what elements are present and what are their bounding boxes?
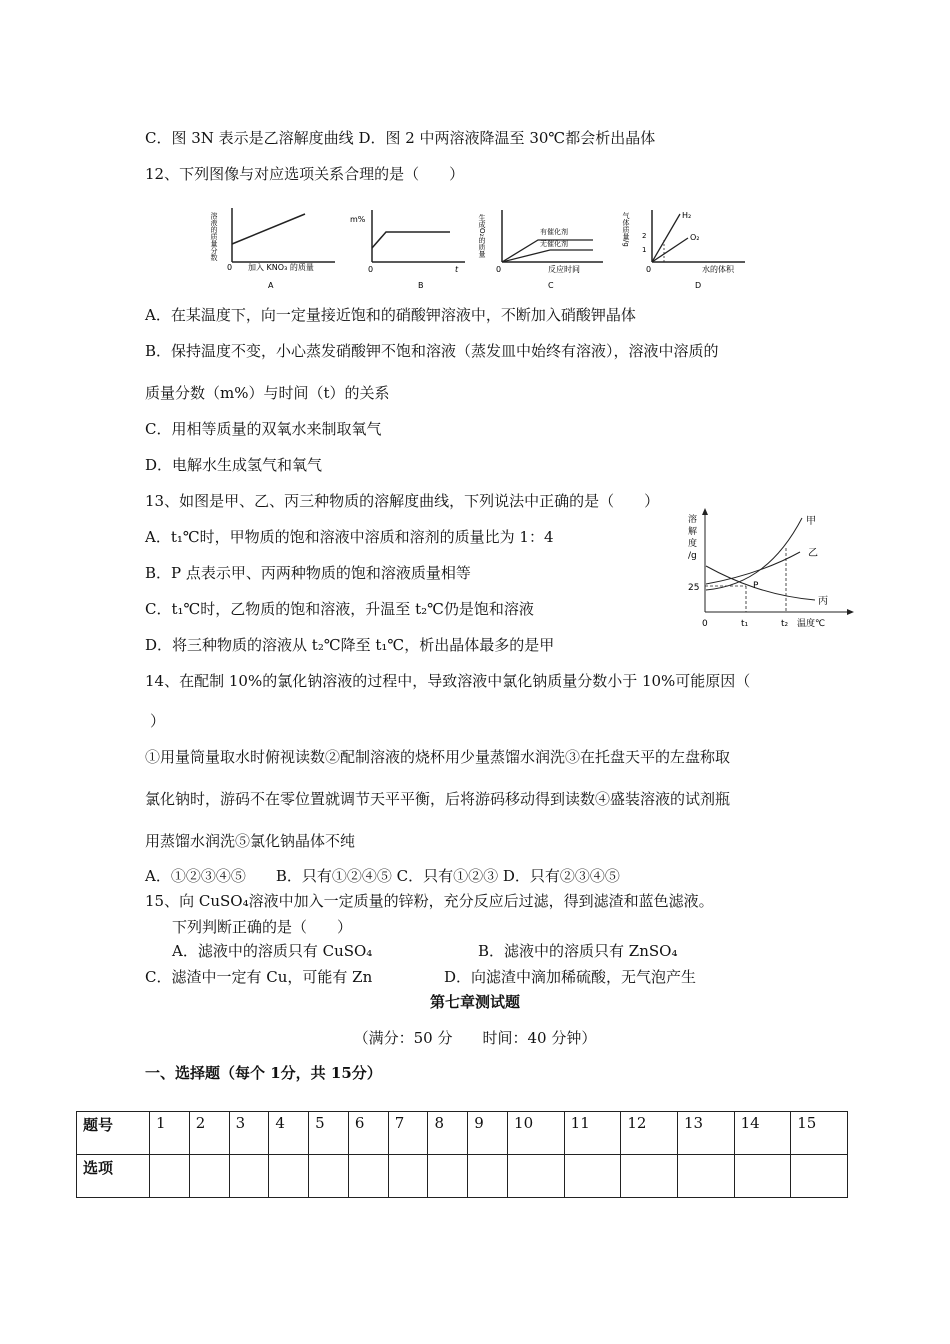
table-header-number: 题号 bbox=[77, 1112, 150, 1155]
sol-ylabel-2: 解 bbox=[688, 527, 698, 537]
graph-d-xlabel: 水的体积 bbox=[702, 265, 734, 274]
q15-question: 下列判断正确的是（ ） bbox=[172, 918, 353, 936]
table-cell-answer[interactable] bbox=[150, 1155, 190, 1198]
q12-option-a: A．在某温度下，向一定量接近饱和的硝酸钾溶液中，不断加入硝酸钾晶体 bbox=[145, 306, 636, 324]
q13-option-d: D．将三种物质的溶液从 t₂℃降至 t₁℃，析出晶体最多的是甲 bbox=[145, 636, 555, 654]
q14-stem-line1: 14、在配制 10%的氯化钠溶液的过程中，导致溶液中氯化钠质量分数小于 10%可能原因（ bbox=[145, 672, 751, 690]
q12-option-b-line1: B．保持温度不变，小心蒸发硝酸钾不饱和溶液（蒸发皿中始终有溶液），溶液中溶质的 bbox=[145, 342, 719, 360]
table-cell-answer[interactable] bbox=[468, 1155, 508, 1198]
table-cell-answer[interactable] bbox=[428, 1155, 468, 1198]
q12-graph-a bbox=[210, 200, 340, 295]
graph-d-label-o2: O₂ bbox=[690, 233, 700, 242]
graph-c-label-no-catalyst: 无催化剂 bbox=[540, 240, 568, 248]
table-cell-answer[interactable] bbox=[348, 1155, 388, 1198]
graph-d-tick-2: 2 bbox=[642, 232, 647, 240]
sol-ylabel-3: 度 bbox=[688, 539, 698, 549]
graph-b-origin: 0 bbox=[368, 265, 374, 274]
q14-body-line1: ①用量筒量取水时俯视读数②配制溶液的烧杯用少量蒸馏水润洗③在托盘天平的左盘称取 bbox=[145, 748, 731, 766]
q15-option-a: A．滤液中的溶质只有 CuSO₄ bbox=[172, 942, 373, 960]
sol-ylabel-4: /g bbox=[688, 551, 697, 561]
graph-a-ylabel: 溶液的质量分数 bbox=[210, 212, 218, 261]
answer-table-number-row bbox=[77, 1112, 848, 1155]
graph-d-label-h2: H₂ bbox=[682, 211, 692, 220]
table-cell-number: 7 bbox=[388, 1112, 428, 1155]
graph-c-ylabel: 生成O₂的质量 bbox=[478, 214, 486, 258]
sol-point-p: P bbox=[753, 581, 759, 591]
graph-d-origin: 0 bbox=[646, 265, 652, 274]
table-cell-number: 4 bbox=[269, 1112, 309, 1155]
sol-xtick-t2: t₂ bbox=[781, 619, 789, 629]
q12-option-b-line2: 质量分数（m%）与时间（t）的关系 bbox=[145, 384, 390, 402]
q13-stem: 13、如图是甲、乙、丙三种物质的溶解度曲线，下列说法中正确的是（ ） bbox=[145, 492, 660, 510]
q12-option-c: C．用相等质量的双氧水来制取氧气 bbox=[145, 420, 382, 438]
q13-option-a: A．t₁℃时，甲物质的饱和溶液中溶质和溶剂的质量比为 1：4 bbox=[145, 528, 554, 546]
graph-d-ylabel: 气体质量/g bbox=[622, 212, 630, 247]
table-cell-number: 10 bbox=[508, 1112, 565, 1155]
q15-stem: 15、向 CuSO₄溶液中加入一定质量的锌粉，充分反应后过滤，得到滤渣和蓝色滤液。 bbox=[145, 892, 714, 910]
table-header-option: 选项 bbox=[77, 1155, 150, 1198]
sol-curve-jia: 甲 bbox=[806, 516, 816, 527]
q15-option-c: C．滤渣中一定有 Cu，可能有 Zn bbox=[145, 968, 373, 986]
q14-stem-line2: ） bbox=[150, 712, 166, 730]
q14-options: A．①②③④⑤ B．只有①②④⑤ C．只有①②③ D．只有②③④⑤ bbox=[145, 867, 620, 885]
table-cell-answer[interactable] bbox=[229, 1155, 269, 1198]
table-cell-number: 14 bbox=[734, 1112, 791, 1155]
graph-c-label-catalyst: 有催化剂 bbox=[540, 228, 568, 236]
table-cell-answer[interactable] bbox=[564, 1155, 621, 1198]
table-cell-number: 11 bbox=[564, 1112, 621, 1155]
table-cell-answer[interactable] bbox=[189, 1155, 229, 1198]
table-cell-number: 2 bbox=[189, 1112, 229, 1155]
table-cell-number: 3 bbox=[229, 1112, 269, 1155]
q14-body-line3: 用蒸馏水润洗⑤氯化钠晶体不纯 bbox=[145, 832, 356, 850]
sol-ylabel-1: 溶 bbox=[688, 515, 698, 525]
q12-graphs bbox=[210, 200, 750, 295]
table-cell-answer[interactable] bbox=[269, 1155, 309, 1198]
graph-b-xlabel: t bbox=[455, 265, 459, 274]
solubility-curve-graph bbox=[670, 508, 860, 638]
table-cell-number: 5 bbox=[309, 1112, 349, 1155]
answer-table-option-row bbox=[77, 1155, 848, 1198]
table-cell-answer[interactable] bbox=[734, 1155, 791, 1198]
chapter-info: （满分：50 分 时间：40 分钟） bbox=[353, 1029, 597, 1047]
graph-d-letter: D bbox=[695, 281, 702, 290]
q13-option-c: C．t₁℃时，乙物质的饱和溶液，升温至 t₂℃仍是饱和溶液 bbox=[145, 600, 534, 618]
graph-b-letter: B bbox=[418, 281, 424, 290]
graph-c-letter: C bbox=[548, 281, 554, 290]
q13-option-b: B．P 点表示甲、丙两种物质的饱和溶液质量相等 bbox=[145, 564, 471, 582]
table-cell-answer[interactable] bbox=[388, 1155, 428, 1198]
table-cell-number: 1 bbox=[150, 1112, 190, 1155]
table-cell-answer[interactable] bbox=[677, 1155, 734, 1198]
chapter-title: 第七章测试题 bbox=[429, 993, 520, 1011]
answer-table bbox=[76, 1111, 848, 1198]
table-cell-number: 12 bbox=[621, 1112, 678, 1155]
q12-option-d: D．电解水生成氢气和氧气 bbox=[145, 456, 323, 474]
graph-a-origin: 0 bbox=[227, 263, 233, 272]
graph-c-origin: 0 bbox=[496, 265, 502, 274]
table-cell-answer[interactable] bbox=[791, 1155, 848, 1198]
q12-graph-d bbox=[620, 200, 750, 295]
graph-b-ylabel: m% bbox=[350, 215, 366, 224]
sol-curve-bing: 丙 bbox=[818, 596, 828, 607]
graph-a-letter: A bbox=[268, 281, 274, 290]
sol-ytick-25: 25 bbox=[688, 583, 700, 593]
q12-stem: 12、下列图像与对应选项关系合理的是（ ） bbox=[145, 165, 465, 183]
table-cell-number: 13 bbox=[677, 1112, 734, 1155]
q12-graph-b bbox=[340, 200, 470, 295]
q15-option-b: B．滤液中的溶质只有 ZnSO₄ bbox=[478, 942, 678, 960]
q12-graph-c bbox=[478, 200, 608, 295]
graph-c-xlabel: 反应时间 bbox=[548, 265, 580, 274]
graph-d-tick-1: 1 bbox=[642, 246, 647, 254]
table-cell-answer[interactable] bbox=[309, 1155, 349, 1198]
sol-xtick-t1: t₁ bbox=[741, 619, 749, 629]
table-cell-number: 6 bbox=[348, 1112, 388, 1155]
table-cell-number: 15 bbox=[791, 1112, 848, 1155]
sol-origin: 0 bbox=[702, 619, 708, 629]
q14-body-line2: 氯化钠时，游码不在零位置就调节天平平衡，后将游码移动得到读数④盛装溶液的试剂瓶 bbox=[145, 790, 731, 808]
q11-option-cd: C．图 3N 表示是乙溶解度曲线 D．图 2 中两溶液降温至 30℃都会析出晶体 bbox=[145, 129, 656, 147]
q15-option-d: D．向滤渣中滴加稀硫酸，无气泡产生 bbox=[444, 968, 697, 986]
table-cell-answer[interactable] bbox=[621, 1155, 678, 1198]
graph-a-xlabel: 加入 KNO₃ 的质量 bbox=[248, 263, 314, 272]
sol-curve-yi: 乙 bbox=[808, 548, 818, 559]
section-1-heading: 一、选择题（每个 1分，共 15分） bbox=[145, 1064, 382, 1082]
table-cell-number: 9 bbox=[468, 1112, 508, 1155]
table-cell-number: 8 bbox=[428, 1112, 468, 1155]
sol-xlabel: 温度℃ bbox=[797, 619, 826, 629]
table-cell-answer[interactable] bbox=[508, 1155, 565, 1198]
